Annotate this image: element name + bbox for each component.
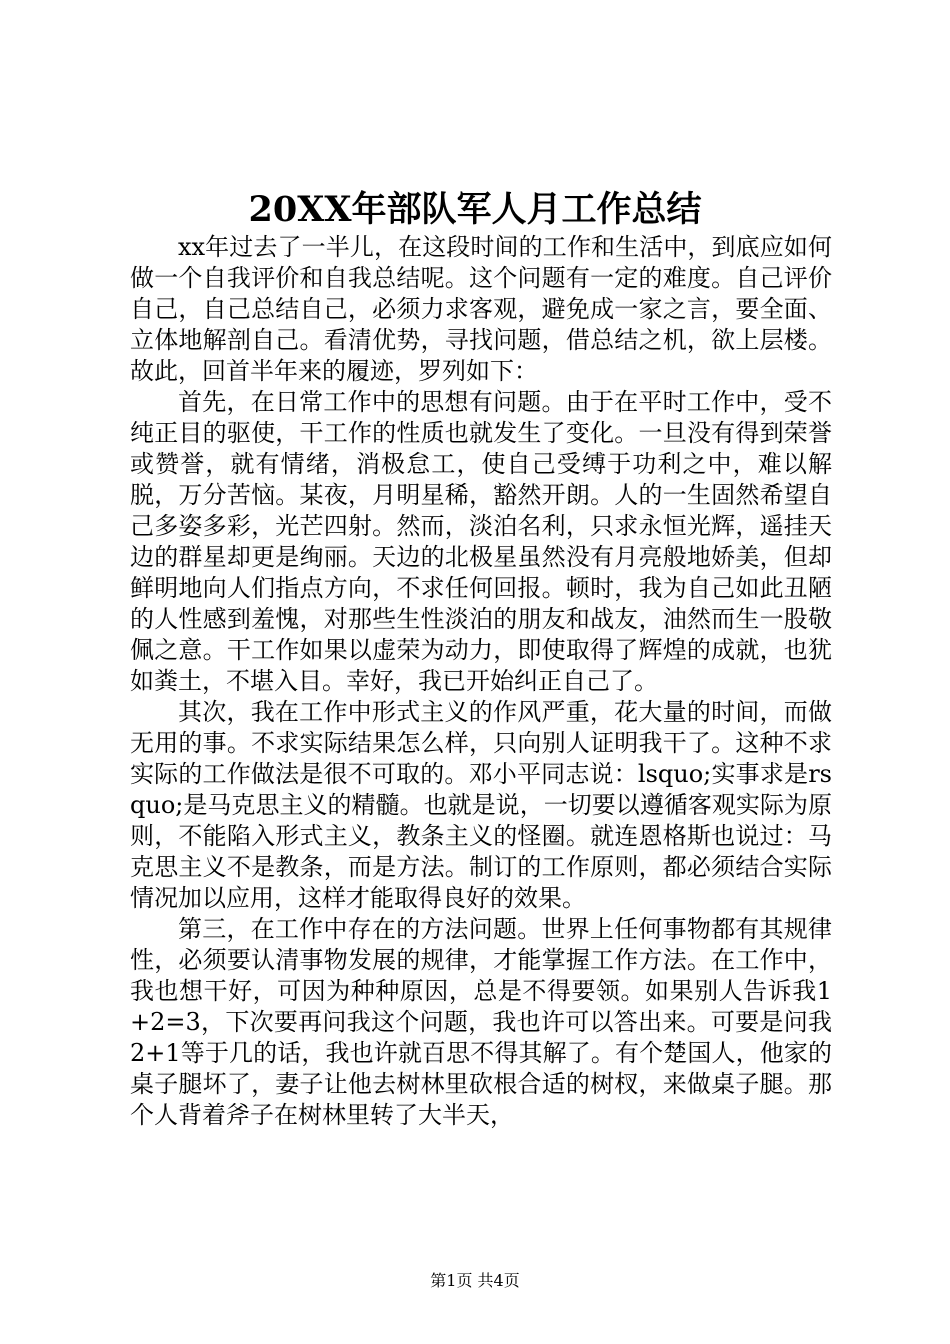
paragraph-first: 首先，在日常工作中的思想有问题。由于在平时工作中，受不纯正目的驱使，干工作的性质也就发生了变化。一旦没有得到荣誉或赞誉，就有情绪，消极怠工，使自己受缚于功利之中，难以解脱，万分苦恼。某夜，月明星稀，豁然开朗。人的一生固然希望自己多姿多彩，光芒四射。然而，淡泊名利，只求永恒光辉，遥挂天边的群星却更是绚丽。天边的北极星虽然没有月亮般地娇美，但却鲜明地向人们指点方向，不求任何回报。顿时，我为自己如此丑陋的人性感到羞愧，对那些生性淡泊的朋友和战友，油然而生一股敬佩之意。干工作如果以虚荣为动力，即使取得了辉煌的成就，也犹如粪土，不堪入目。幸好，我已开始纠正自己了。	[130, 388, 832, 695]
paragraph-third: 第三，在工作中存在的方法问题。世界上任何事物都有其规律性，必须要认清事物发展的规律，才能掌握工作方法。在工作中，我也想干好，可因为种种原因，总是不得要领。如果别人告诉我1+2=3，下次要再问我这个问题，我也许可以答出来。可要是问我2+1等于几的话，我也许就百思不得其解了。有个楚国人，他家的桌子腿坏了，妻子让他去树林里砍根合适的树杈，来做桌子腿。那个人背着斧子在树林里转了大半天，	[130, 915, 832, 1129]
document-body	[130, 232, 832, 1131]
paragraph-second: 其次，我在工作中形式主义的作风严重，花大量的时间，而做无用的事。不求实际结果怎么样，只向别人证明我干了。这种不求实际的工作做法是很不可取的。邓小平同志说：lsquo;实事求是rsquo;是马克思主义的精髓。也就是说，一切要以遵循客观实际为原则，不能陷入形式主义，教条主义的怪圈。就连恩格斯也说过：马克思主义不是教条，而是方法。制订的工作原则，都必须结合实际情况加以应用，这样才能取得良好的效果。	[130, 698, 832, 912]
document-title: 20XX年部队军人月工作总结	[248, 189, 702, 230]
paragraph-intro: xx年过去了一半儿，在这段时间的工作和生活中，到底应如何做一个自我评价和自我总结呢。这个问题有一定的难度。自己评价自己，自己总结自己，必须力求客观，避免成一家之言，要全面、立体地解剖自己。看清优势，寻找问题，借总结之机，欲上层楼。故此，回首半年来的履迹，罗列如下：	[130, 233, 832, 385]
page-number-footer: 第1页 共4页	[430, 1271, 520, 1290]
